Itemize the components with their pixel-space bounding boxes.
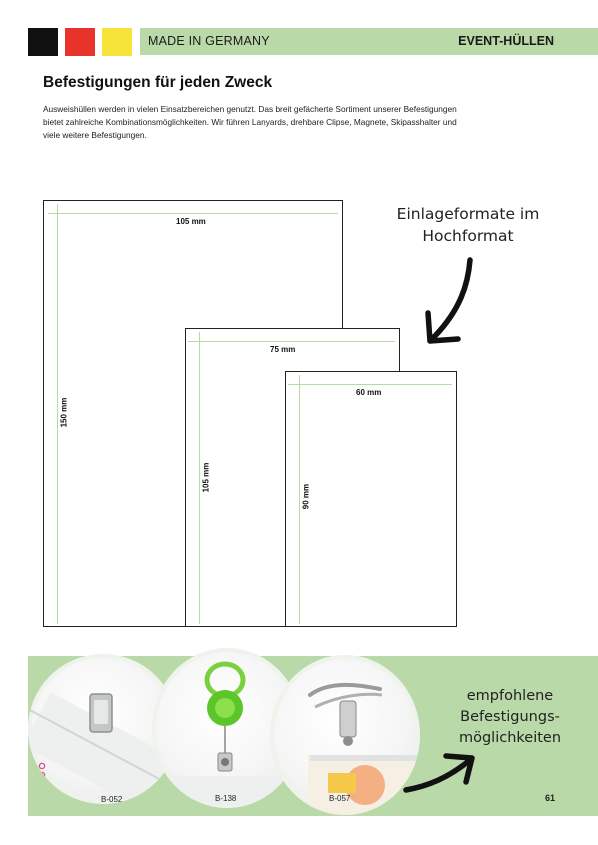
header-bar — [140, 28, 598, 55]
flag-black — [28, 28, 58, 56]
callout-formats-line2: Hochformat — [422, 227, 514, 245]
product-photo-b057 — [270, 655, 420, 815]
format-small-width-label: 60 mm — [356, 388, 382, 397]
callout-attachments-line1: empfohlene — [466, 688, 554, 704]
brand-label: MADE IN GERMANY — [148, 34, 270, 48]
product-code: B-052 — [101, 795, 123, 804]
section-label: EVENT-HÜLLEN — [458, 34, 554, 48]
dimension-line-width — [288, 384, 452, 385]
flag-red — [65, 28, 95, 56]
dimension-line-height — [57, 204, 58, 624]
page-title: Befestigungen für jeden Zweck — [43, 74, 273, 91]
format-medium-width-label: 75 mm — [270, 345, 296, 354]
pin-clip-icon — [270, 655, 420, 815]
intro-text: Ausweishüllen werden in vielen Einsatzbereichen genutzt. Das breit gefächerte Sortiment unserer Befestigungen bietet zahlreiche Kombinationsmöglichkeiten. Wir führen Lanyards, drehbare Clipse, Magnete, Skipasshalter und viele weitere Befestigungen. — [43, 104, 457, 140]
dimension-line-height — [299, 375, 300, 624]
format-small — [285, 371, 457, 627]
callout-attachments-line2: Befestigungs- — [460, 709, 560, 725]
dimension-line-width — [48, 213, 338, 214]
format-large-height-label: 150 mm — [59, 397, 69, 428]
callout-attachments — [440, 686, 580, 749]
dimension-line-height — [199, 332, 200, 624]
product-code: B-057 — [329, 794, 351, 803]
page-number: 61 — [545, 793, 556, 803]
callout-formats-line1: Einlageformate im — [396, 205, 540, 223]
format-large-width-label: 105 mm — [176, 217, 206, 226]
hand-arrow-icon — [400, 748, 480, 798]
format-medium-height-label: 105 mm — [201, 462, 211, 493]
format-small-height-label: 90 mm — [301, 483, 311, 510]
product-code: B-138 — [215, 794, 237, 803]
dimension-line-width — [188, 341, 395, 342]
flag-yellow — [102, 28, 132, 56]
callout-formats — [388, 203, 548, 247]
hand-arrow-icon — [420, 255, 480, 350]
callout-attachments-line3: möglichkeiten — [458, 730, 562, 746]
